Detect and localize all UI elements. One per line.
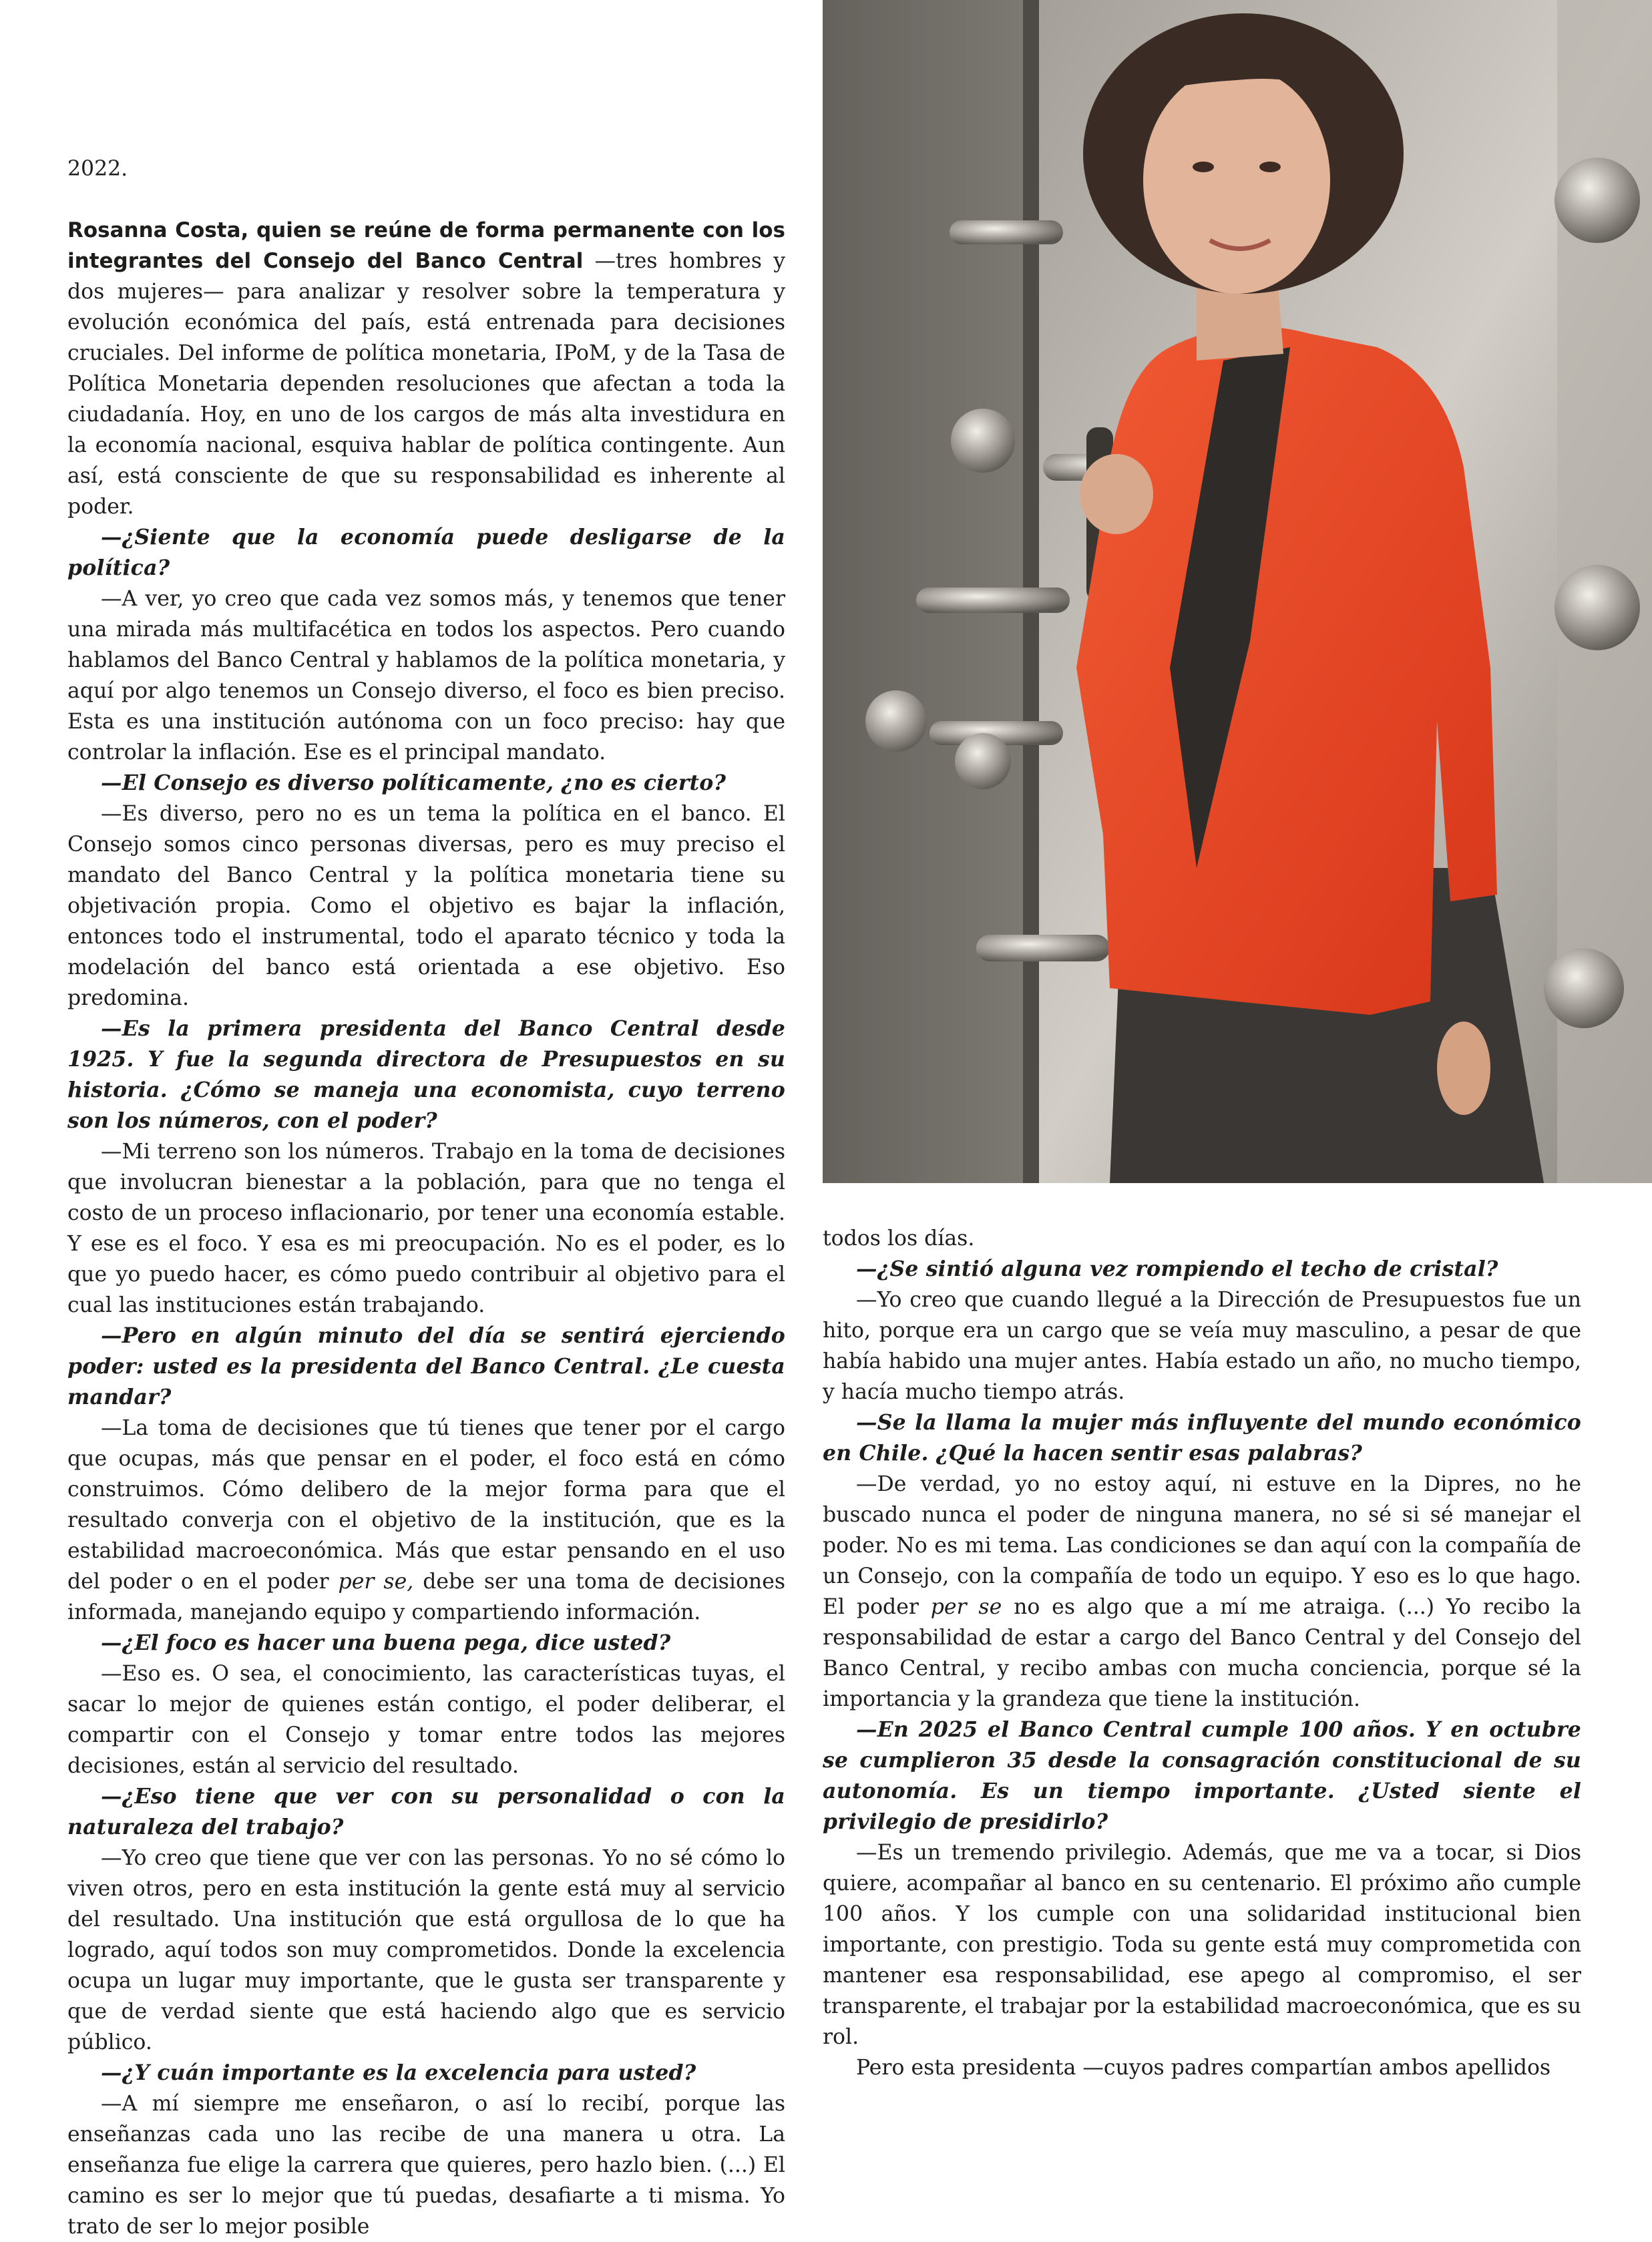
vault-portrait-illustration	[823, 0, 1652, 1183]
question-5: —¿El foco es hacer una buena pega, dice usted?	[101, 1630, 671, 1655]
year-line: 2022.	[67, 157, 128, 181]
answer-1: —A ver, yo creo que cada vez somos más, y tenemos que tener una mirada más multifacética en todos los aspectos. Pero cuando hablamos del Banco Central y hablamos de la política monetaria, y aquí por algo tenemos un Consejo diverso, el foco es bien preciso. Esta es una institución autónoma con un foco preciso: hay que controlar la inflación. Ese es el principal mandato.	[67, 587, 785, 764]
question-4: —Pero en algún minuto del día se sentirá ejerciendo poder: usted es la presidenta del Banco Central. ¿Le cuesta mandar?	[67, 1323, 785, 1409]
answer-7: —A mí siempre me enseñaron, o así lo recibí, porque las enseñanzas cada uno las recibe de una manera u otra. La enseñanza fue elige la carrera que quieres, pero hazlo bien. (...) El camino es ser lo mejor que tú puedas, desafiarte a ti misma. Yo trato de ser lo mejor posible	[67, 2092, 785, 2239]
question-7: —¿Y cuán importante es la excelencia para usted?	[101, 2060, 696, 2085]
question-6: —¿Eso tiene que ver con su personalidad o con la naturaleza del trabajo?	[67, 1784, 785, 1839]
lead-paragraph	[67, 215, 785, 522]
answer-10: —Es un tremendo privilegio. Además, que me va a tocar, si Dios quiere, acompañar al banco en su centenario. El próximo año cumple 100 años. Y los cumple con una solidaridad institucional bien importante, con prestigio. Toda su gente está muy comprometida con mantener esa responsabilidad, ese apego al compromiso, el ser transparente, el trabajar por la estabilidad macroeconómica, que es su rol.	[823, 1841, 1581, 2049]
answer-9-text: —De verdad, yo no estoy aquí, ni estuve en la Dipres, no he buscado nunca el poder de ninguna manera, no sé si sé manejar el poder. No es mi tema. Las condiciones se dan aquí con la compañía de un Consejo, con la compañía de todo un equipo. Y eso es lo que hago. El poder	[823, 1472, 1581, 1619]
question-1: —¿Siente que la economía puede desligarse de la política?	[67, 525, 785, 580]
left-column	[67, 0, 785, 2242]
question-9: —Se la llama la mujer más influyente del mundo económico en Chile. ¿Qué la hacen sentir esas palabras?	[823, 1410, 1581, 1466]
answer-5: —Eso es. O sea, el conocimiento, las características tuyas, el sacar lo mejor de quienes están contigo, el poder deliberar, el compartir con el Consejo y tomar entre todos las mejores decisiones, están al servicio del resultado.	[67, 1662, 785, 1778]
lead-bold: Rosanna Costa, quien se reúne de forma permanente con los integrantes del Consejo del Banco Central	[67, 218, 785, 273]
answer-4-text: —La toma de decisiones que tú tienes que tener por el cargo que ocupas, más que pensar en el poder, el foco está en cómo construimos. Cómo delibero de la mejor forma para que el resultado converja con el objetivo de la institución, que es la estabilidad macroeconómica. Más que estar pensando en el uso del poder o en el poder	[67, 1416, 785, 1594]
right-column	[823, 1223, 1581, 2083]
answer-6: —Yo creo que tiene que ver con las personas. Yo no sé cómo lo viven otros, pero en esta institución la gente está muy al servicio del resultado. Una institución que está orgullosa de lo que ha logrado, aquí todos son muy comprometidos. Donde la excelencia ocupa un lugar muy importante, que le gusta ser transparente y que de verdad siente que está haciendo algo que es servicio público.	[67, 1846, 785, 2054]
question-2: —El Consejo es diverso políticamente, ¿no es cierto?	[101, 770, 727, 795]
closing-paragraph: Pero esta presidenta —cuyos padres compartían ambos apellidos	[856, 2056, 1551, 2080]
answer-7-continued: todos los días.	[823, 1226, 975, 1251]
portrait-photo	[823, 0, 1652, 1183]
answer-9-italic: per se	[930, 1595, 1002, 1619]
answer-4	[67, 1413, 785, 1628]
question-8: —¿Se sintió alguna vez rompiendo el techo de cristal?	[856, 1257, 1498, 1281]
question-3: —Es la primera presidenta del Banco Central desde 1925. Y fue la segunda directora de Presupuestos en su historia. ¿Cómo se maneja una economista, cuyo terreno son los números, con el poder?	[67, 1016, 785, 1133]
answer-2: —Es diverso, pero no es un tema la política en el banco. El Consejo somos cinco personas diversas, pero es muy preciso el mandato del Banco Central y la política monetaria tiene su objetivación propia. Como el objetivo es bajar la inflación, entonces todo el instrumental, todo el aparato técnico y toda la modelación del banco está orientada a ese objetivo. Eso predomina.	[67, 802, 785, 1010]
answer-8: —Yo creo que cuando llegué a la Dirección de Presupuestos fue un hito, porque era un cargo que se veía muy masculino, a pesar de que había habido una mujer antes. Había estado un año, no mucho tiempo, y hacía mucho tiempo atrás.	[823, 1288, 1581, 1404]
answer-4-text-end: debe ser una toma de decisiones informada, manejando equipo y compartiendo información.	[67, 1570, 786, 1624]
answer-9	[823, 1469, 1581, 1715]
question-10: —En 2025 el Banco Central cumple 100 años. Y en octubre se cumplieron 35 desde la consagración constitucional de su autonomía. Es un tiempo importante. ¿Usted siente el privilegio de presidirlo?	[823, 1717, 1581, 1834]
answer-3: —Mi terreno son los números. Trabajo en la toma de decisiones que involucran bienestar a la población, para que no tenga el costo de un proceso inflacionario, por tener una economía estable. Y ese es el foco. Y esa es mi preocupación. No es el poder, es lo que yo puedo hacer, es cómo puedo contribuir al objetivo para el cual las instituciones están trabajando.	[67, 1140, 785, 1317]
lead-rest: —tres hombres y dos mujeres— para analizar y resolver sobre la temperatura y evolución económica del país, está entrenada para decisiones cruciales. Del informe de política monetaria, IPoM, y de la Tasa de Política Monetaria dependen resoluciones que afectan a toda la ciudadanía. Hoy, en uno de los cargos de más alta investidura en la economía nacional, esquiva hablar de política contingente. Aun así, está consciente de que su responsabilidad es inherente al poder.	[67, 249, 786, 519]
answer-9-text-end: no es algo que a mí me atraiga. (...) Yo recibo la responsabilidad de estar a cargo del Banco Central y del Consejo del Banco Central, y recibo ambas con mucha conciencia, porque sé la importancia y la grandeza que tiene la institución.	[823, 1595, 1581, 1711]
answer-4-italic: per se,	[338, 1570, 414, 1594]
